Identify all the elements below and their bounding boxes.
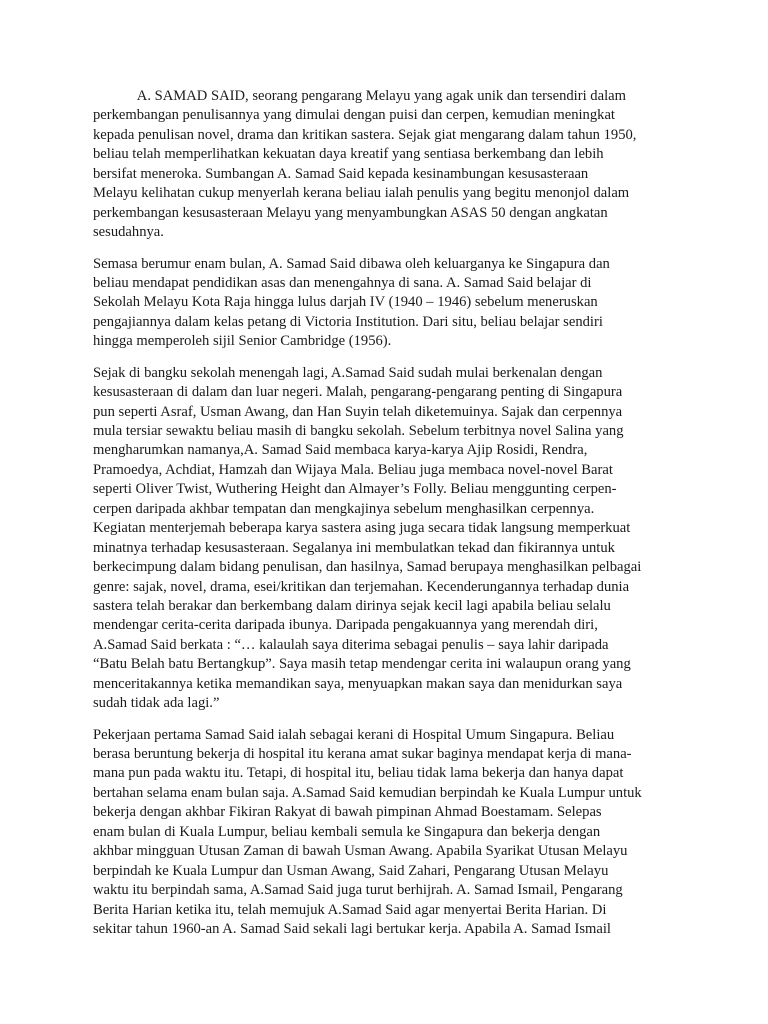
text-line: genre: sajak, novel, drama, esei/kritikan dan terjemahan. Kecenderungannya terhadap dunia [93, 578, 630, 595]
text-line: mula tersiar sewaktu beliau masih di bangku sekolah. Sebelum terbitnya novel Salina yang [93, 423, 624, 439]
text-line: Sejak di bangku sekolah menengah lagi, A.Samad Said sudah mulai berkenalan dengan [93, 364, 603, 381]
text-line: cerpen daripada akhbar tempatan dan mengkajinya sebelum menghasilkan cerpennya. [93, 500, 595, 517]
text-line: sekitar tahun 1960-an A. Samad Said sekali lagi bertukar kerja. Apabila A. Samad Ismail [93, 920, 611, 937]
document-page [93, 87, 693, 951]
text-line: seperti Oliver Twist, Wuthering Height dan Almayer’s Folly. Beliau menggunting cerpen- [93, 481, 617, 498]
text-line: sudah tidak ada lagi.” [93, 695, 220, 712]
text-line: mendengar cerita-cerita daripada ibunya. Daripada pengakuannya yang merendah diri, [93, 617, 598, 634]
text-line: beliau mendapat pendidikan asas dan menengahnya di sana. A. Samad Said belajar di [93, 274, 592, 291]
paragraph-3 [93, 364, 693, 714]
text-line: Pekerjaan pertama Samad Said ialah sebagai kerani di Hospital Umum Singapura. Beliau [93, 726, 615, 743]
text-line: A.Samad Said berkata : “… kalaulah saya diterima sebagai penulis – saya lahir daripada [93, 636, 609, 653]
text-line: sesudahnya. [93, 224, 164, 241]
text-line: menceritakannya ketika memandikan saya, menyuapkan makan saya dan menidurkan saya [93, 675, 623, 692]
text-line: berkecimpung dalam bidang penulisan, dan hasilnya, Samad berupaya menghasilkan pelbagai [93, 559, 642, 576]
text-line: kesusasteraan di dalam dan luar negeri. Malah, pengarang-pengarang penting di Singapura [93, 384, 623, 401]
text-line: bersifat meneroka. Sumbangan A. Samad Said kepada kesinambungan kesusasteraan [93, 165, 589, 182]
text-line: mengharumkan namanya,A. Samad Said membaca karya-karya Ajip Rosidi, Rendra, [93, 442, 588, 459]
text-line: Sekolah Melayu Kota Raja hingga lulus darjah IV (1940 – 1946) sebelum meneruskan [93, 294, 598, 311]
text-line: akhbar mingguan Utusan Zaman di bawah Usman Awang. Apabila Syarikat Utusan Melayu [93, 843, 628, 860]
text-line: perkembangan kesusasteraan Melayu yang menyambungkan ASAS 50 dengan angkatan [93, 204, 608, 221]
text-line: Semasa berumur enam bulan, A. Samad Said dibawa oleh keluarganya ke Singapura dan [93, 255, 610, 272]
text-line: hingga memperoleh sijil Senior Cambridge (1956). [93, 333, 392, 350]
text-line: bertahan selama enam bulan saja. A.Samad Said kemudian berpindah ke Kuala Lumpur untuk [93, 784, 642, 801]
paragraph-4 [93, 726, 693, 940]
text-line: A. SAMAD SAID, seorang pengarang Melayu yang agak unik dan tersendiri dalam [93, 88, 626, 104]
text-line: bekerja dengan akhbar Fikiran Rakyat di bawah pimpinan Ahmad Boestamam. Selepas [93, 804, 602, 821]
text-line: minatnya terhadap kesusasteraan. Segalanya ini membulatkan tekad dan fikirannya untuk [93, 539, 615, 556]
text-line: Kegiatan menterjemah beberapa karya sastera asing juga secara tidak langsung memperkuat [93, 520, 631, 537]
text-line: mana pun pada waktu itu. Tetapi, di hospital itu, beliau tidak lama bekerja dan hanya dapat [93, 765, 624, 782]
text-line: Pramoedya, Achdiat, Hamzah dan Wijaya Mala. Beliau juga membaca novel-novel Barat [93, 461, 613, 478]
text-line: Berita Harian ketika itu, telah memujuk A.Samad Said agar menyertai Berita Harian. Di [93, 901, 607, 918]
text-line: berpindah ke Kuala Lumpur dan Usman Awang, Said Zahari, Pengarang Utusan Melayu [93, 862, 609, 879]
text-line: kepada penulisan novel, drama dan kritikan sastera. Sejak giat mengarang dalam tahun 1950, [93, 126, 637, 143]
text-line: beliau telah memperlihatkan kekuatan daya kreatif yang sentiasa berkembang dan lebih [93, 146, 604, 163]
text-line: enam bulan di Kuala Lumpur, beliau kembali semula ke Singapura dan bekerja dengan [93, 823, 601, 840]
text-line: pengajiannya dalam kelas petang di Victoria Institution. Dari situ, beliau belajar sendiri [93, 313, 603, 330]
text-line: “Batu Belah batu Bertangkup”. Saya masih tetap mendengar cerita ini walaupun orang yang [93, 656, 631, 673]
text-line: sastera telah berakar dan berkembang dalam dirinya sejak kecil lagi apabila beliau selalu [93, 597, 611, 614]
text-line: berasa beruntung bekerja di hospital itu kerana amat sukar baginya mendapat kerja di mana- [93, 746, 632, 762]
text-line: Melayu kelihatan cukup menyerlah kerana beliau ialah penulis yang begitu menonjol dalam [93, 185, 630, 202]
text-line: pun seperti Asraf, Usman Awang, dan Han Suyin telah diketemuinya. Sajak dan cerpennya [93, 403, 623, 420]
paragraph-2 [93, 255, 693, 352]
text-line: waktu itu berpindah sama, A.Samad Said juga turut berhijrah. A. Samad Ismail, Pengarang [93, 882, 623, 899]
paragraph-1 [93, 87, 693, 243]
text-line: perkembangan penulisannya yang dimulai dengan puisi dan cerpen, kemudian meningkat [93, 107, 615, 124]
